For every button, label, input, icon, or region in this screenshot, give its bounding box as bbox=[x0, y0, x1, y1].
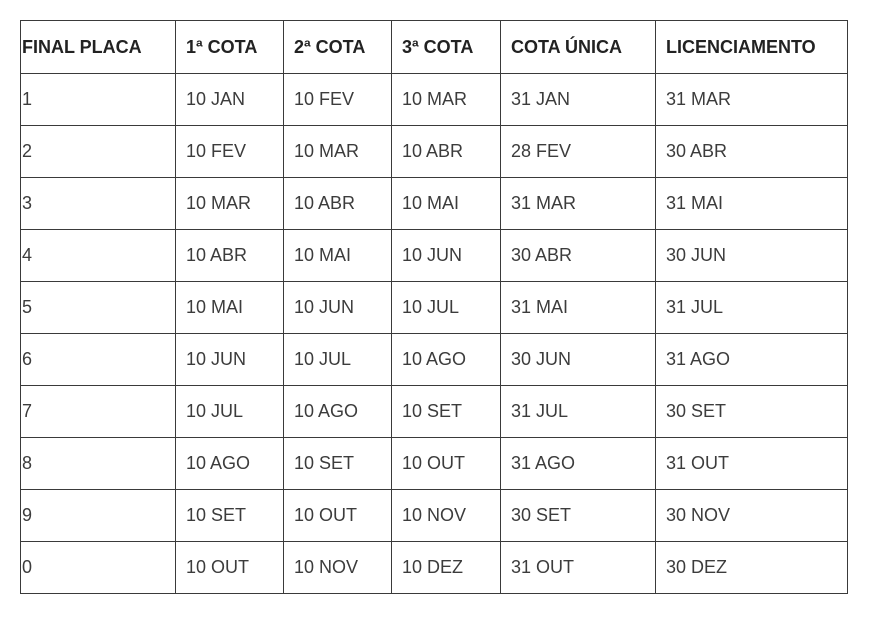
cota-2-cell: 10 MAR bbox=[284, 126, 392, 178]
cota-2-cell: 10 MAI bbox=[284, 230, 392, 282]
cota-unica-cell: 30 ABR bbox=[501, 230, 656, 282]
header-cota-2: 2ª COTA bbox=[284, 21, 392, 74]
table-row bbox=[21, 542, 848, 594]
licenciamento-cell: 31 MAI bbox=[656, 178, 848, 230]
header-cota-1: 1ª COTA bbox=[176, 21, 284, 74]
table-row bbox=[21, 282, 848, 334]
cota-unica-cell: 28 FEV bbox=[501, 126, 656, 178]
cota-1-cell: 10 OUT bbox=[176, 542, 284, 594]
cota-2-cell: 10 FEV bbox=[284, 74, 392, 126]
cota-3-cell: 10 MAR bbox=[392, 74, 501, 126]
cota-1-cell: 10 AGO bbox=[176, 438, 284, 490]
header-row bbox=[21, 21, 848, 74]
cota-1-cell: 10 MAI bbox=[176, 282, 284, 334]
cota-3-cell: 10 NOV bbox=[392, 490, 501, 542]
final-placa-cell: 0 bbox=[21, 542, 176, 594]
final-placa-cell: 3 bbox=[21, 178, 176, 230]
cota-1-cell: 10 ABR bbox=[176, 230, 284, 282]
table-body bbox=[21, 74, 848, 594]
final-placa-cell: 9 bbox=[21, 490, 176, 542]
cota-3-cell: 10 JUN bbox=[392, 230, 501, 282]
cota-2-cell: 10 JUN bbox=[284, 282, 392, 334]
licenciamento-cell: 30 DEZ bbox=[656, 542, 848, 594]
header-cota-unica: COTA ÚNICA bbox=[501, 21, 656, 74]
cota-1-cell: 10 SET bbox=[176, 490, 284, 542]
cota-unica-cell: 31 MAI bbox=[501, 282, 656, 334]
licenciamento-cell: 31 AGO bbox=[656, 334, 848, 386]
cota-2-cell: 10 AGO bbox=[284, 386, 392, 438]
cota-1-cell: 10 JAN bbox=[176, 74, 284, 126]
cota-2-cell: 10 OUT bbox=[284, 490, 392, 542]
table-row bbox=[21, 334, 848, 386]
cota-unica-cell: 31 JUL bbox=[501, 386, 656, 438]
cota-3-cell: 10 ABR bbox=[392, 126, 501, 178]
licenciamento-cell: 30 JUN bbox=[656, 230, 848, 282]
final-placa-cell: 6 bbox=[21, 334, 176, 386]
table-row bbox=[21, 74, 848, 126]
final-placa-cell: 5 bbox=[21, 282, 176, 334]
licenciamento-cell: 31 JUL bbox=[656, 282, 848, 334]
cota-3-cell: 10 JUL bbox=[392, 282, 501, 334]
final-placa-cell: 1 bbox=[21, 74, 176, 126]
final-placa-cell: 2 bbox=[21, 126, 176, 178]
cota-3-cell: 10 SET bbox=[392, 386, 501, 438]
cota-unica-cell: 31 MAR bbox=[501, 178, 656, 230]
licenciamento-cell: 30 SET bbox=[656, 386, 848, 438]
ipva-schedule-table bbox=[20, 20, 848, 594]
cota-2-cell: 10 ABR bbox=[284, 178, 392, 230]
final-placa-cell: 4 bbox=[21, 230, 176, 282]
cota-2-cell: 10 NOV bbox=[284, 542, 392, 594]
cota-1-cell: 10 MAR bbox=[176, 178, 284, 230]
cota-unica-cell: 31 JAN bbox=[501, 74, 656, 126]
licenciamento-cell: 31 OUT bbox=[656, 438, 848, 490]
cota-unica-cell: 31 OUT bbox=[501, 542, 656, 594]
table-row bbox=[21, 490, 848, 542]
final-placa-cell: 8 bbox=[21, 438, 176, 490]
licenciamento-cell: 30 ABR bbox=[656, 126, 848, 178]
cota-3-cell: 10 AGO bbox=[392, 334, 501, 386]
cota-1-cell: 10 JUL bbox=[176, 386, 284, 438]
header-cota-3: 3ª COTA bbox=[392, 21, 501, 74]
cota-3-cell: 10 OUT bbox=[392, 438, 501, 490]
cota-3-cell: 10 DEZ bbox=[392, 542, 501, 594]
header-final-placa: FINAL PLACA bbox=[21, 21, 176, 74]
cota-2-cell: 10 SET bbox=[284, 438, 392, 490]
licenciamento-cell: 30 NOV bbox=[656, 490, 848, 542]
cota-1-cell: 10 JUN bbox=[176, 334, 284, 386]
cota-1-cell: 10 FEV bbox=[176, 126, 284, 178]
licenciamento-cell: 31 MAR bbox=[656, 74, 848, 126]
cota-unica-cell: 31 AGO bbox=[501, 438, 656, 490]
final-placa-cell: 7 bbox=[21, 386, 176, 438]
table-row bbox=[21, 438, 848, 490]
table-header bbox=[21, 21, 848, 74]
header-licenciamento: LICENCIAMENTO bbox=[656, 21, 848, 74]
cota-unica-cell: 30 SET bbox=[501, 490, 656, 542]
cota-2-cell: 10 JUL bbox=[284, 334, 392, 386]
table-row bbox=[21, 178, 848, 230]
table-row bbox=[21, 386, 848, 438]
table-row bbox=[21, 126, 848, 178]
cota-3-cell: 10 MAI bbox=[392, 178, 501, 230]
table-row bbox=[21, 230, 848, 282]
ipva-schedule-table-container bbox=[20, 20, 848, 594]
cota-unica-cell: 30 JUN bbox=[501, 334, 656, 386]
